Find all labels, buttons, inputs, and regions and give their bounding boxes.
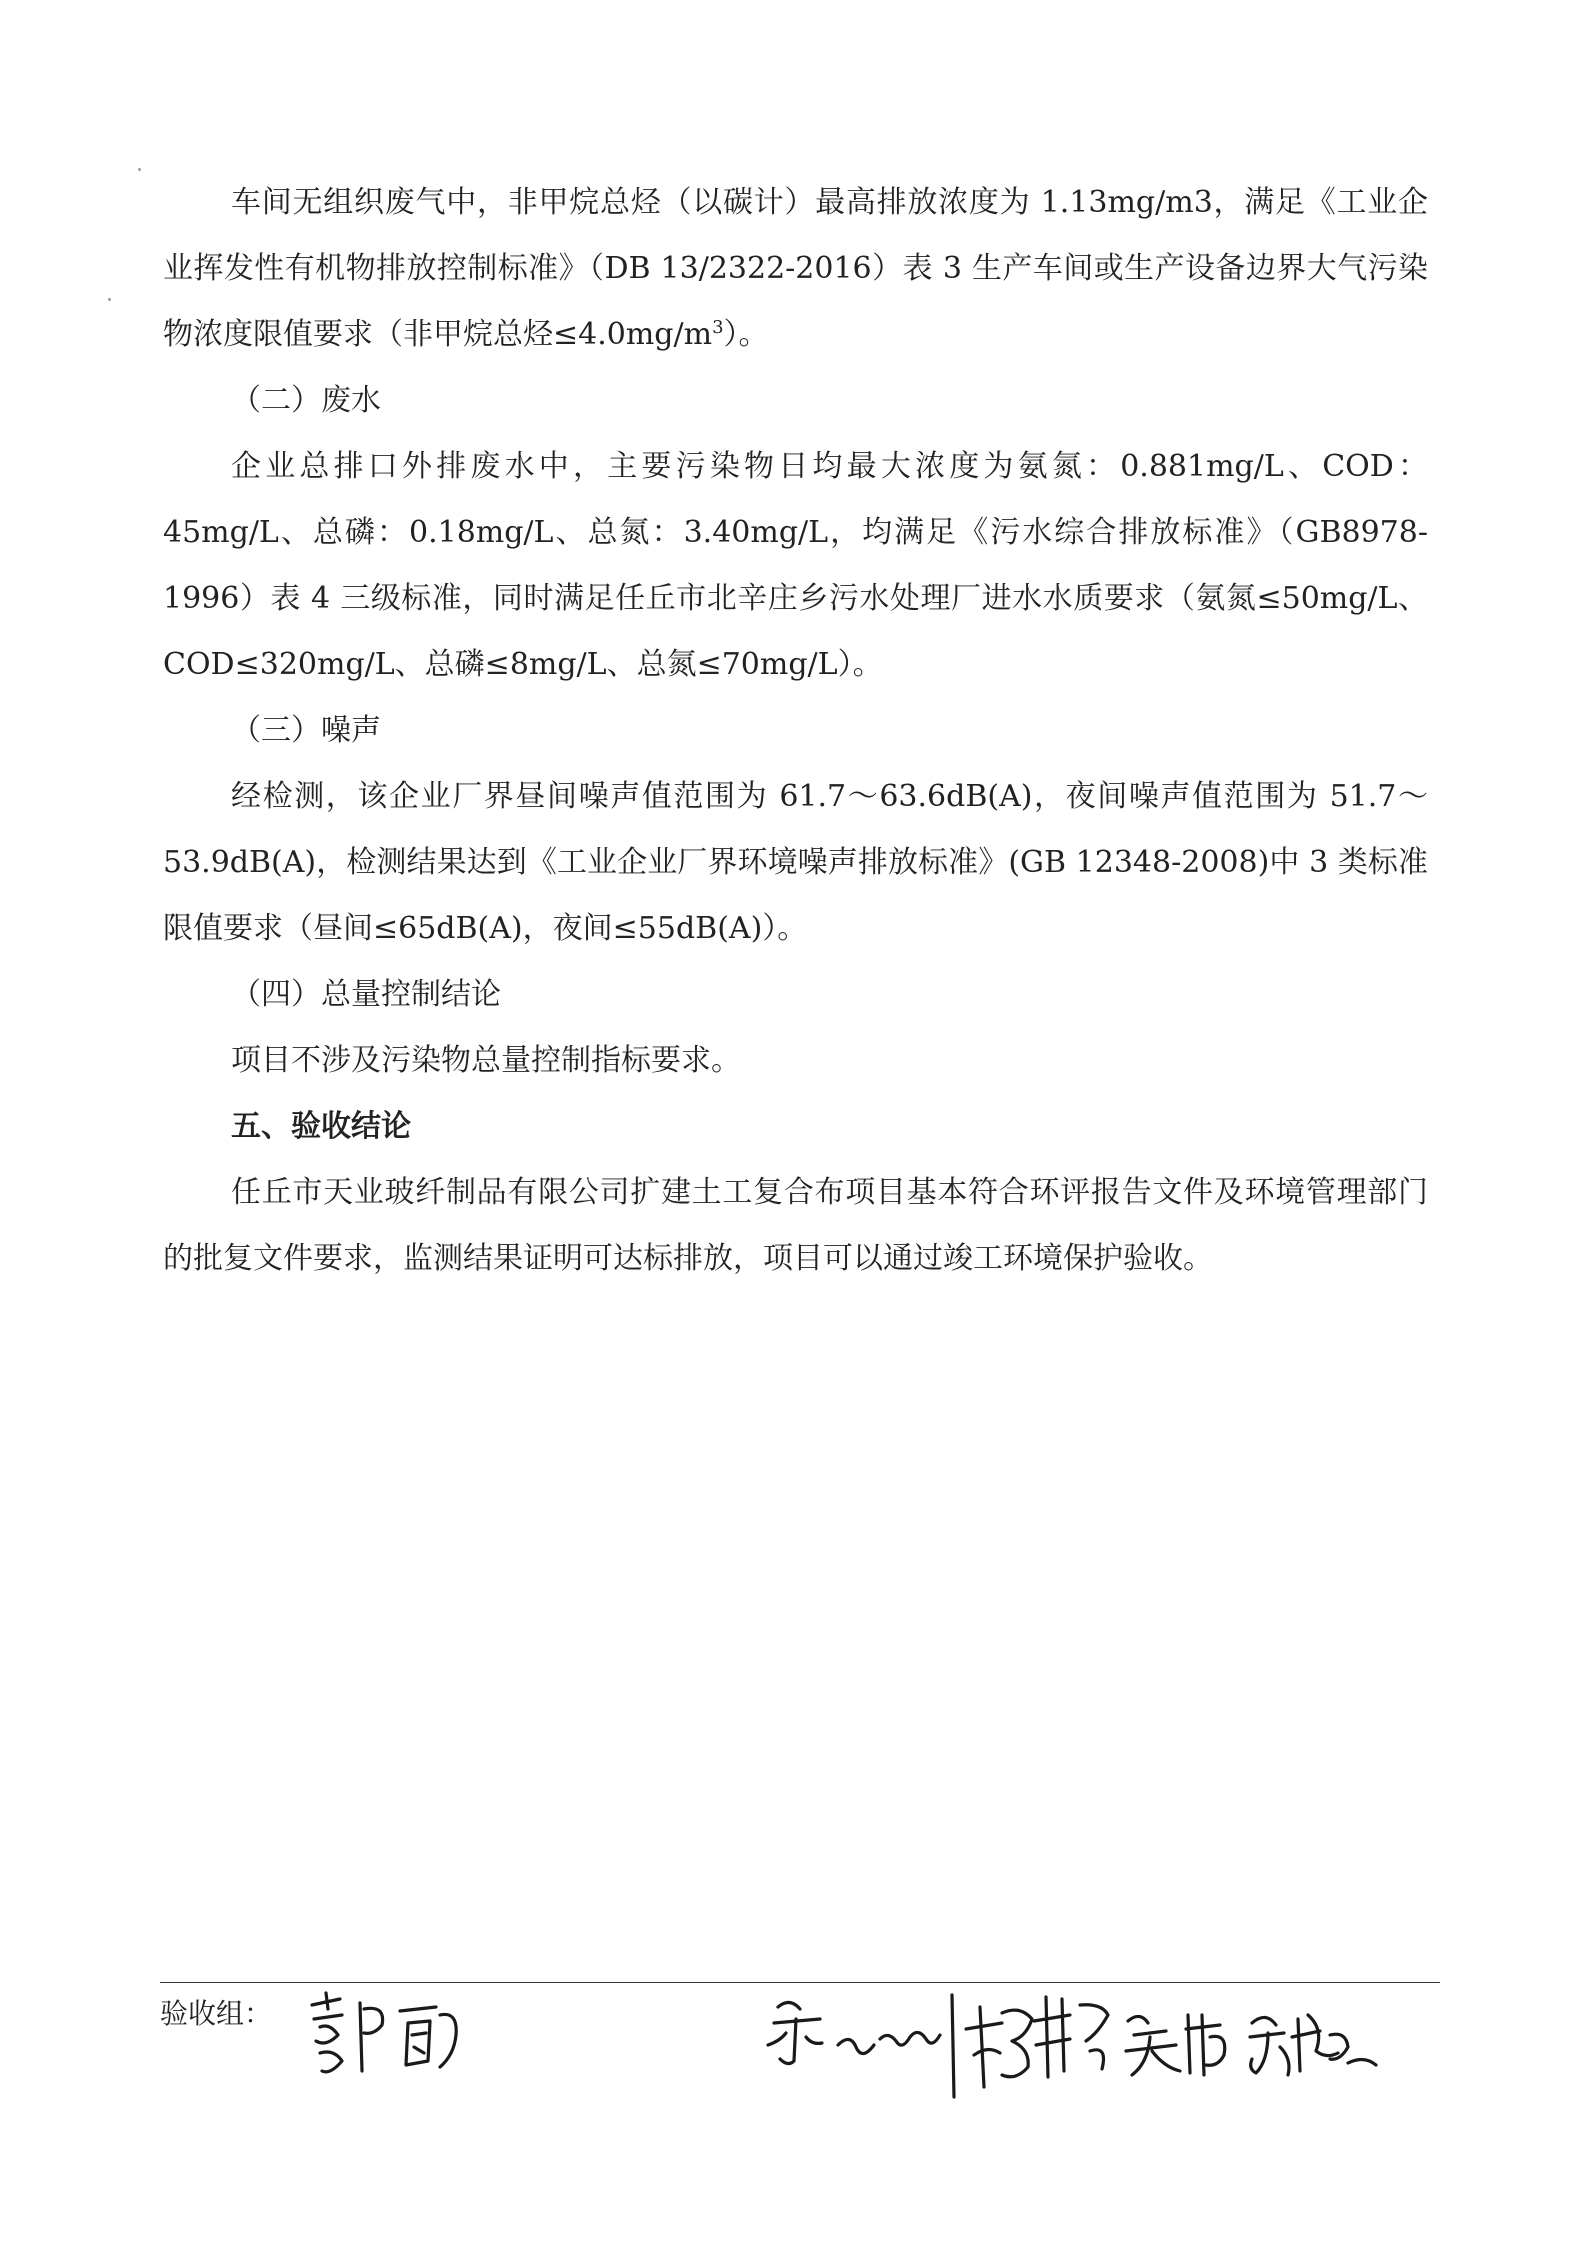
signature-4 <box>1126 2015 1225 2075</box>
superscript-3: 3 <box>712 317 724 338</box>
signature-3 <box>966 1997 1108 2087</box>
signature-1 <box>312 1993 456 2072</box>
section-heading-conclusion: 五、验收结论 <box>231 1109 411 1144</box>
scan-speck <box>108 298 111 301</box>
paragraph-conclusion: 任丘市天业玻纤制品有限公司扩建土工复合布项目基本符合环评报告文件及环境管理部门的批复文件要求，监测结果证明可达标排放，项目可以通过竣工环境保护验收。 <box>163 1175 1428 1276</box>
paragraph-noise: 经检测，该企业厂界昼间噪声值范围为 61.7～63.6dB(A)，夜间噪声值范围为 51.7～53.9dB(A)，检测结果达到《工业企业厂界环境噪声排放标准》(GB 12348-2008)中 3 类标准限值要求（昼间≤65dB(A)，夜间≤55dB(A)）。 <box>163 779 1428 946</box>
paragraph-total-control: 项目不涉及污染物总量控制指标要求。 <box>231 1043 741 1078</box>
handwritten-signatures <box>290 1975 1490 2115</box>
paragraph-exhaust-gas: 车间无组织废气中，非甲烷总烃（以碳计）最高排放浓度为 1.13mg/m3，满足《工业企业挥发性有机物排放控制标准》（DB 13/2322-2016）表 3 生产车间或生产设备边界大气污染物浓度限值要求（非甲烷总烃$\le 4.0mg/m^3$）。 <box>163 185 1428 352</box>
section-heading-total-control: （四）总量控制结论 <box>231 977 501 1012</box>
paragraph-wastewater: 企业总排口外排废水中，主要污染物日均最大浓度为氨氮：0.881mg/L、COD：45mg/L、总磷：0.18mg/L、总氮：3.40mg/L，均满足《污水综合排放标准》（GB8978-1996）表 4 三级标准，同时满足任丘市北辛庄乡污水处理厂进水水质要求（氨氮≤50mg/L、COD≤320mg/L、总磷≤8mg/L、总氮≤70mg/L）。 <box>163 449 1428 682</box>
section-heading-wastewater: （二）废水 <box>231 383 381 418</box>
scan-speck <box>138 168 141 171</box>
signature-2 <box>768 1995 954 2097</box>
signature-5 <box>1250 2015 1376 2075</box>
section-heading-noise: （三）噪声 <box>231 713 381 748</box>
document-body <box>163 170 1428 1292</box>
acceptance-group-label: 验收组： <box>160 1997 273 2030</box>
